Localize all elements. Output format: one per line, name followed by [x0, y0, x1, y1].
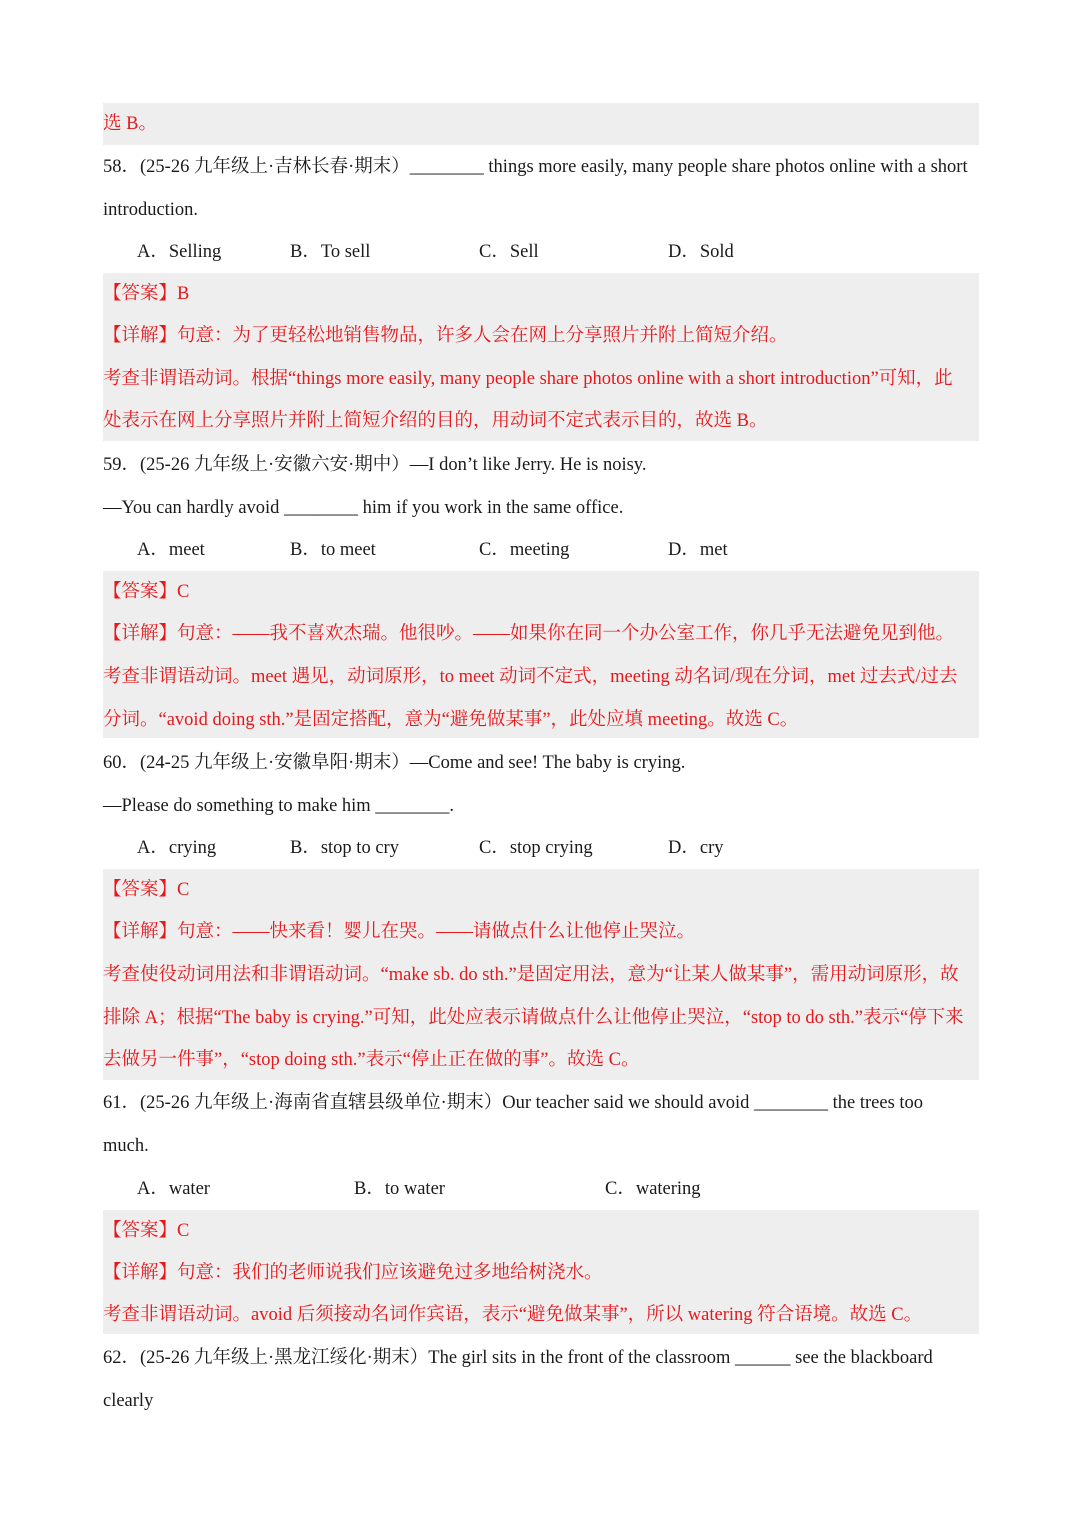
- question-text: (25-26 九年级上·黑龙江绥化·期末）The girl sits in the front of the classroom ______ see the blackboard: [140, 1348, 933, 1368]
- question-text: (25-26 九年级上·安徽六安·期中）—I don’t like Jerry. He is noisy.: [140, 455, 647, 475]
- option-b: B．To sell: [290, 242, 371, 262]
- option-d: D．cry: [668, 838, 724, 858]
- meaning-text: 【详解】句意：为了更轻松地销售物品，许多人会在网上分享照片并附上简短介绍。: [103, 326, 788, 346]
- option-b: B．stop to cry: [290, 838, 399, 858]
- question-number: 58．: [103, 157, 141, 177]
- option-d: D．Sold: [668, 242, 734, 262]
- question-text: (25-26 九年级上·吉林长春·期末）________ things more easily, many people share photos online with a short: [140, 157, 968, 177]
- option-a: A．meet: [137, 540, 205, 560]
- meaning-text: 【详解】句意：——我不喜欢杰瑞。他很吵。——如果你在同一个办公室工作，你几乎无法避免见到他。: [103, 624, 955, 644]
- question-58-stem: [103, 146, 993, 188]
- option-c: C．stop crying: [479, 838, 593, 858]
- question-62-stem: [103, 1337, 993, 1379]
- question-60-stem: [103, 742, 993, 784]
- explanation-line: 考查非谓语动词。avoid 后须接动名词作宾语，表示“避免做某事”，所以 watering 符合语境。故选 C。: [103, 1305, 923, 1325]
- meaning-text: 【详解】句意：我们的老师说我们应该避免过多地给树浇水。: [103, 1263, 603, 1283]
- question-text: (24-25 九年级上·安徽阜阳·期末）—Come and see! The baby is crying.: [140, 753, 686, 773]
- previous-answer-tail: 选 B。: [103, 114, 157, 134]
- answer-label: 【答案】C: [103, 1221, 190, 1241]
- answer-label: 【答案】B: [103, 284, 190, 304]
- question-61-stem-cont: much.: [103, 1136, 149, 1156]
- question-number: 61．: [103, 1093, 141, 1113]
- explanation-line: 考查非谓语动词。meet 遇见，动词原形，to meet 动词不定式，meeting 动名词/现在分词，met 过去式/过去: [103, 667, 958, 687]
- option-b: B．to water: [354, 1179, 445, 1199]
- explanation-line: 去做另一件事”，“stop doing sth.”表示“停止正在做的事”。故选 C。: [103, 1050, 640, 1070]
- option-a: A．water: [137, 1179, 210, 1199]
- question-number: 62．: [103, 1348, 141, 1368]
- question-62-stem-cont: clearly: [103, 1391, 154, 1411]
- option-c: C．Sell: [479, 242, 539, 262]
- question-60-stem-cont: —Please do something to make him ________.: [103, 796, 454, 816]
- explanation-line: 考查使役动词用法和非谓语动词。“make sb. do sth.”是固定用法，意为“让某人做某事”，需用动词原形，故: [103, 965, 959, 985]
- answer-label: 【答案】C: [103, 582, 190, 602]
- question-number: 60．: [103, 753, 141, 773]
- option-d: D．met: [668, 540, 728, 560]
- question-number: 59．: [103, 455, 141, 475]
- answer-label: 【答案】C: [103, 880, 190, 900]
- option-a: A．Selling: [137, 242, 222, 262]
- explanation-line: 处表示在网上分享照片并附上简短介绍的目的，用动词不定式表示目的，故选 B。: [103, 411, 768, 431]
- question-61-stem: [103, 1082, 993, 1124]
- question-text: (25-26 九年级上·海南省直辖县级单位·期末）Our teacher said we should avoid ________ the trees too: [140, 1093, 924, 1113]
- question-59-stem-cont: —You can hardly avoid ________ him if you work in the same office.: [103, 498, 624, 518]
- option-b: B．to meet: [290, 540, 376, 560]
- explanation-line: 考查非谓语动词。根据“things more easily, many people share photos online with a short introduction”可知，此: [103, 369, 953, 389]
- explanation-line: 排除 A；根据“The baby is crying.”可知，此处应表示请做点什么让他停止哭泣，“stop to do sth.”表示“停下来: [103, 1008, 964, 1028]
- option-c: C．meeting: [479, 540, 570, 560]
- question-58-stem-cont: introduction.: [103, 200, 199, 220]
- question-59-stem: [103, 444, 993, 486]
- option-c: C．watering: [605, 1179, 701, 1199]
- option-a: A．crying: [137, 838, 217, 858]
- meaning-text: 【详解】句意：——快来看！婴儿在哭。——请做点什么让他停止哭泣。: [103, 922, 696, 942]
- explanation-line: 分词。“avoid doing sth.”是固定搭配，意为“避免做某事”，此处应填 meeting。故选 C。: [103, 710, 799, 730]
